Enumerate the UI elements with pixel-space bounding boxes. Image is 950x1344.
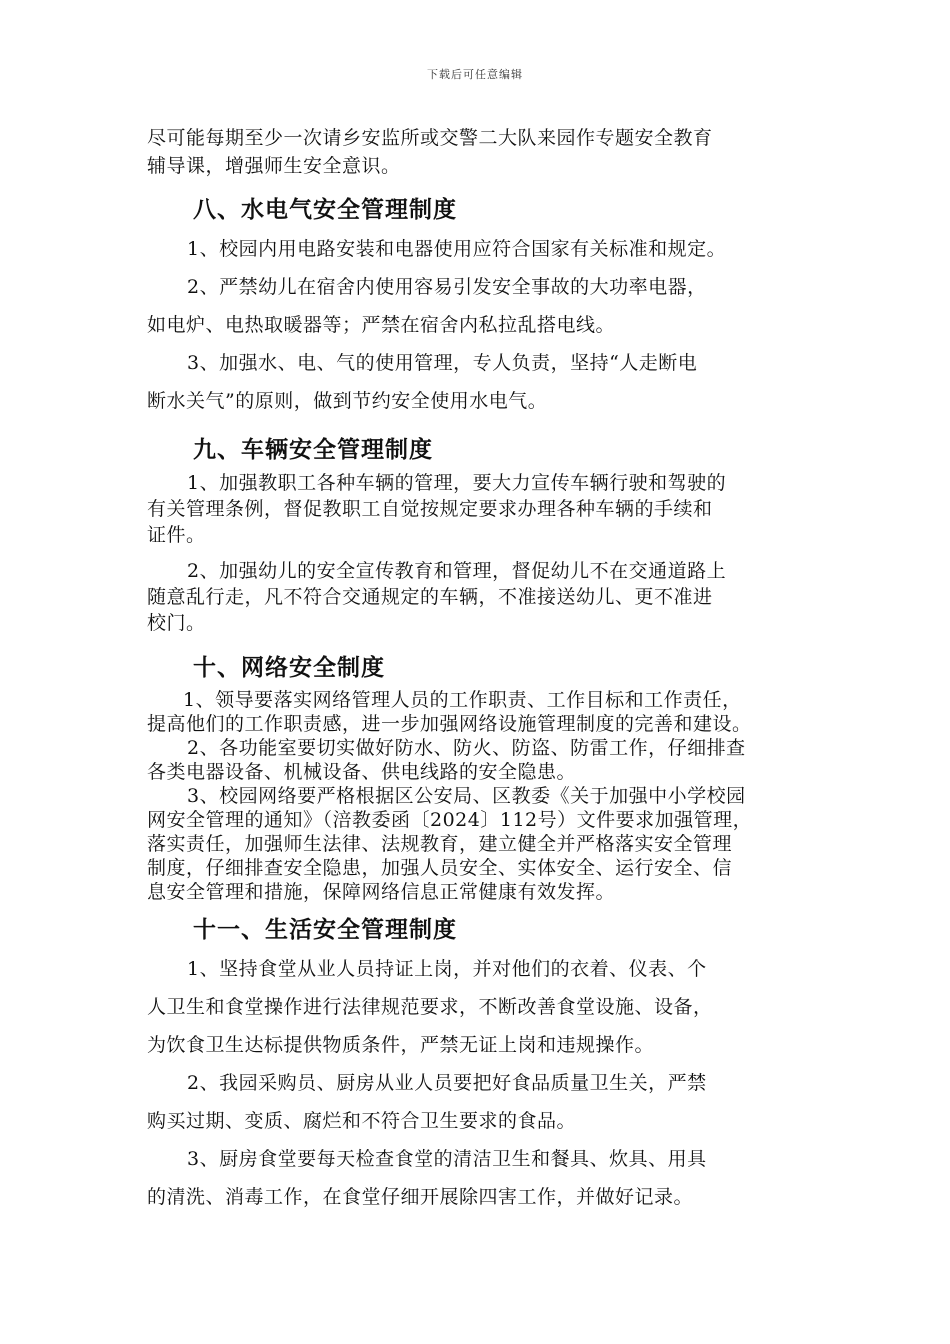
document-body bbox=[147, 124, 813, 1216]
text-line: 3、加强水、电、气的使用管理，专人负责，坚持“人走断电 bbox=[187, 352, 698, 374]
section-9 bbox=[147, 470, 813, 636]
text-line: 证件。 bbox=[147, 524, 206, 546]
text-line: 落实责任，加强师生法律、法规教育，建立健全并严格落实安全管理 bbox=[147, 833, 733, 855]
text-line: 2、各功能室要切实做好防水、防火、防盗、防雷工作，仔细排查 bbox=[187, 737, 746, 759]
text-line: 尽可能每期至少一次请乡安监所或交警二大队来园作专题安全教育 bbox=[147, 127, 713, 149]
section-heading: 九、车辆安全管理制度 bbox=[193, 436, 433, 463]
text-line: 1、校园内用电路安装和电器使用应符合国家有关标准和规定。 bbox=[187, 238, 727, 260]
text-line: 各类电器设备、机械设备、供电线路的安全隐患。 bbox=[147, 761, 577, 783]
text-line: 断水关气”的原则，做到节约安全使用水电气。 bbox=[147, 390, 548, 412]
text-line: 随意乱行走，凡不符合交通规定的车辆，不准接送幼儿、更不准进 bbox=[147, 586, 713, 608]
text-line: 制度，仔细排查安全隐患，加强人员安全、实体安全、运行安全、信 bbox=[147, 857, 733, 879]
page-header: 下载后可任意编辑 bbox=[427, 68, 523, 81]
text-line: 1、领导要落实网络管理人员的工作职责、工作目标和工作责任， bbox=[183, 689, 742, 711]
section-8 bbox=[147, 230, 813, 420]
section-heading: 八、水电气安全管理制度 bbox=[193, 196, 457, 223]
text-line: 人卫生和食堂操作进行法律规范要求，不断改善食堂设施、设备， bbox=[147, 996, 713, 1018]
text-line: 息安全管理和措施，保障网络信息正常健康有效发挥。 bbox=[147, 881, 616, 903]
text-line: 辅导课，增强师生安全意识。 bbox=[147, 155, 401, 177]
text-line: 网安全管理的通知》（涪教委函〔2024〕112号）文件要求加强管理， bbox=[147, 809, 753, 831]
section-10 bbox=[147, 688, 813, 904]
text-line: 2、我园采购员、厨房从业人员要把好食品质量卫生关，严禁 bbox=[187, 1072, 707, 1094]
text-line: 提高他们的工作职责感，进一步加强网络设施管理制度的完善和建设。 bbox=[147, 713, 752, 735]
text-line: 校门。 bbox=[147, 612, 206, 634]
text-line: 1、加强教职工各种车辆的管理，要大力宣传车辆行驶和驾驶的 bbox=[187, 472, 727, 494]
text-line: 的清洗、消毒工作，在食堂仔细开展除四害工作，并做好记录。 bbox=[147, 1186, 694, 1208]
text-line: 购买过期、变质、腐烂和不符合卫生要求的食品。 bbox=[147, 1110, 577, 1132]
text-line: 如电炉、电热取暖器等；严禁在宿舍内私拉乱搭电线。 bbox=[147, 314, 616, 336]
text-line: 为饮食卫生达标提供物质条件，严禁无证上岗和违规操作。 bbox=[147, 1034, 655, 1056]
section-heading: 十一、生活安全管理制度 bbox=[193, 916, 457, 943]
text-line: 2、加强幼儿的安全宣传教育和管理，督促幼儿不在交通道路上 bbox=[187, 560, 727, 582]
text-line: 1、坚持食堂从业人员持证上岗，并对他们的衣着、仪表、个 bbox=[187, 958, 707, 980]
text-line: 3、校园网络要严格根据区公安局、区教委《关于加强中小学校园 bbox=[187, 785, 746, 807]
text-line: 2、严禁幼儿在宿舍内使用容易引发安全事故的大功率电器， bbox=[187, 276, 707, 298]
text-line: 有关管理条例，督促教职工自觉按规定要求办理各种车辆的手续和 bbox=[147, 498, 713, 520]
intro-paragraph bbox=[147, 124, 813, 180]
section-11 bbox=[147, 950, 813, 1216]
text-line: 3、厨房食堂要每天检查食堂的清洁卫生和餐具、炊具、用具 bbox=[187, 1148, 707, 1170]
section-heading: 十、网络安全制度 bbox=[193, 654, 385, 681]
